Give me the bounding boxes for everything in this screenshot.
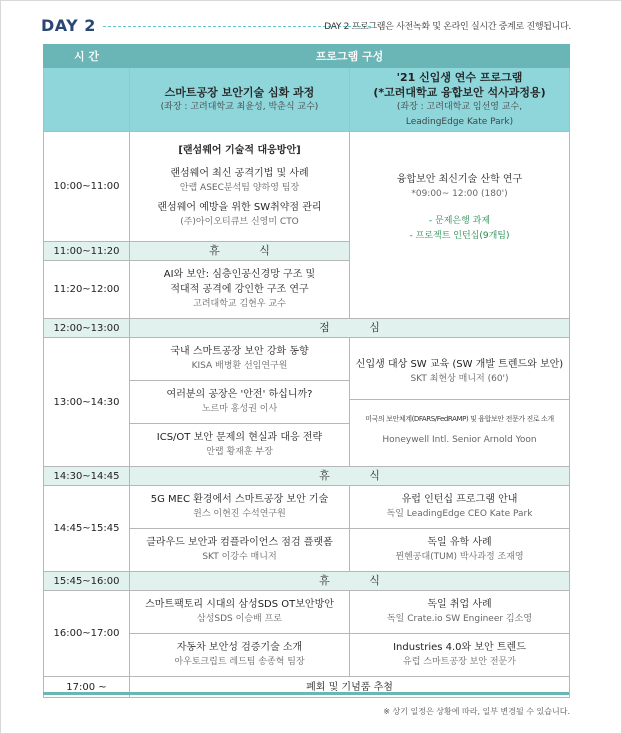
row-time: 12:00~13:00: [44, 319, 130, 338]
session-block: [130, 380, 349, 423]
session-speaker: 독일 LeadingEdge CEO Kate Park: [386, 509, 533, 519]
session-block: [130, 633, 349, 676]
session-title: 융합보안 최신기술 산학 연구: [396, 174, 523, 185]
session-speaker: 윈스 이현진 수석연구원: [193, 509, 286, 519]
track-right-subtitle: (*고려대학교 융합보안 석사과정용): [373, 85, 546, 99]
session-cell: [350, 338, 570, 467]
session-speaker: 삼성SDS 이승배 프로: [197, 614, 282, 624]
break-label: 휴 식: [319, 574, 398, 587]
track-header-row: [44, 68, 570, 132]
session-title: 랜섬웨어 최신 공격기법 및 사례: [170, 168, 309, 179]
table-header-row: [44, 45, 570, 68]
session-speaker: 뮌헨공대(TUM) 박사과정 조재영: [395, 552, 524, 562]
session-cell: [130, 261, 350, 319]
day-note: DAY 2 프로그램은 사전녹화 및 온라인 실시간 중계로 진행됩니다.: [324, 22, 571, 32]
track-right-title: '21 신입생 연수 프로그램: [396, 70, 523, 84]
track-left-title: 스마트공장 보안기술 심화 과정: [164, 85, 315, 99]
break-label: 휴 식: [209, 244, 288, 257]
schedule-table: [43, 44, 570, 698]
row-time: 17:00 ~: [44, 677, 130, 698]
break-cell: [130, 242, 350, 261]
column-header-program: 프로그램 구성: [130, 45, 570, 68]
session-cell: [130, 338, 350, 467]
table-bottom-rule: [43, 692, 569, 695]
table-row: [44, 486, 570, 572]
break-cell: [130, 319, 570, 338]
session-title: 독일 유학 사례: [427, 537, 492, 548]
session-title: 국내 스마트공장 보안 강화 동향: [170, 346, 309, 357]
session-block: [350, 486, 569, 528]
track-right-chair-2: LeadingEdge Kate Park): [405, 116, 514, 127]
track-header-empty: [44, 68, 130, 132]
session-speaker: 안랩 황재훈 부장: [206, 447, 273, 457]
session-heading: [랜섬웨어 기술적 대응방안]: [178, 145, 301, 156]
session-speaker: SKT 최현상 매니저 (60'): [410, 373, 509, 384]
table-row: [44, 319, 570, 338]
track-right-header: [350, 68, 570, 132]
session-title: 스마트팩토리 시대의 삼성SDS OT보안방안: [145, 599, 334, 610]
session-title: 신입생 대상 SW 교육 (SW 개발 트렌드와 보안): [355, 358, 564, 370]
session-title-line2: 적대적 공격에 강인한 구조 연구: [170, 284, 309, 295]
session-speaker: Honeywell Intl. Senior Arnold Yoon: [382, 434, 537, 445]
session-block: [350, 591, 569, 633]
column-header-time: 시 간: [44, 45, 130, 68]
session-speaker: 아우토크립트 레드팀 송종혁 팀장: [174, 657, 305, 667]
session-title: 유럽 인턴십 프로그램 안내: [401, 494, 518, 505]
session-cell-research: [350, 132, 570, 319]
row-time: 10:00~11:00: [44, 132, 130, 242]
session-speaker: 유럽 스마트공장 보안 전문가: [403, 657, 516, 667]
session-speaker: 독일 Crate.io SW Engineer 김소영: [386, 614, 533, 624]
row-time: 14:30~14:45: [44, 467, 130, 486]
session-block: [130, 486, 349, 528]
session-speaker: KISA 배병환 선임연구원: [191, 361, 288, 371]
session-block: [350, 528, 569, 571]
research-item: - 프로젝트 인턴십(9개팀): [409, 231, 510, 241]
session-block: [130, 528, 349, 571]
session-title: AI와 보안: 심층인공신경망 구조 및: [163, 269, 316, 280]
session-cell: [130, 591, 350, 677]
session-speaker: 안랩 ASEC분석팀 양하영 팀장: [179, 183, 300, 193]
row-time: 11:00~11:20: [44, 242, 130, 261]
row-time: 16:00~17:00: [44, 591, 130, 677]
session-speaker: SKT 이강수 매니저: [202, 552, 277, 562]
break-label: 휴 식: [319, 469, 398, 482]
track-left-header: [130, 68, 350, 132]
research-item: - 문제은행 과제: [428, 216, 491, 226]
session-block: [350, 345, 569, 399]
row-time: 15:45~16:00: [44, 572, 130, 591]
table-row: [44, 591, 570, 677]
session-block: [130, 338, 349, 380]
session-title: 자동차 보안성 검증기술 소개: [176, 642, 303, 653]
footer-note: ※ 상기 일정은 상황에 따라, 일부 변경될 수 있습니다.: [383, 707, 570, 716]
session-cell: [130, 486, 350, 572]
session-title: 여러분의 공장은 '안전' 하십니까?: [166, 389, 313, 400]
row-time: 11:20~12:00: [44, 261, 130, 319]
session-title: 랜섬웨어 예방을 위한 SW취약점 관리: [157, 202, 322, 213]
table-row: [44, 338, 570, 467]
session-title: 미국의 보안체계(DFARS/FedRAMP) 및 융합보안 전문가 진로 소개: [365, 414, 554, 423]
session-block: [350, 399, 569, 460]
session-speaker: 노르마 홍성권 이사: [201, 404, 278, 414]
session-block: [130, 591, 349, 633]
session-title: ICS/OT 보안 문제의 현실과 대응 전략: [156, 432, 323, 443]
table-row: [44, 572, 570, 591]
track-left-chair: (좌장 : 고려대학교 최윤성, 박춘식 교수): [160, 101, 319, 112]
session-cell: [350, 486, 570, 572]
table-row: [44, 132, 570, 242]
session-speaker: (주)아이오티큐브 신영미 CTO: [180, 217, 299, 227]
session-title: 5G MEC 환경에서 스마트공장 보안 기술: [150, 494, 329, 505]
session-title: 독일 취업 사례: [427, 599, 492, 610]
session-block: [350, 633, 569, 676]
closing-label: 폐회 및 기념품 추첨: [306, 681, 393, 693]
table-row: [44, 467, 570, 486]
day-title: DAY 2: [41, 16, 96, 35]
session-title: Industries 4.0와 보안 트렌드: [393, 642, 526, 653]
track-right-chair: (좌장 : 고려대학교 임선영 교수,: [396, 101, 523, 112]
break-cell: [130, 572, 570, 591]
row-time: 13:00~14:30: [44, 338, 130, 467]
break-label: 점 심: [319, 321, 398, 334]
session-block: [130, 423, 349, 466]
session-title: 클라우드 보안과 컴플라이언스 점검 플랫폼: [146, 537, 333, 548]
session-cell: [130, 132, 350, 242]
row-time: 14:45~15:45: [44, 486, 130, 572]
break-cell: [130, 467, 570, 486]
session-speaker: 고려대학교 김현우 교수: [193, 299, 286, 309]
session-time-note: *09:00~ 12:00 (180'): [411, 189, 508, 199]
session-cell: [350, 591, 570, 677]
day-header: [41, 14, 571, 38]
